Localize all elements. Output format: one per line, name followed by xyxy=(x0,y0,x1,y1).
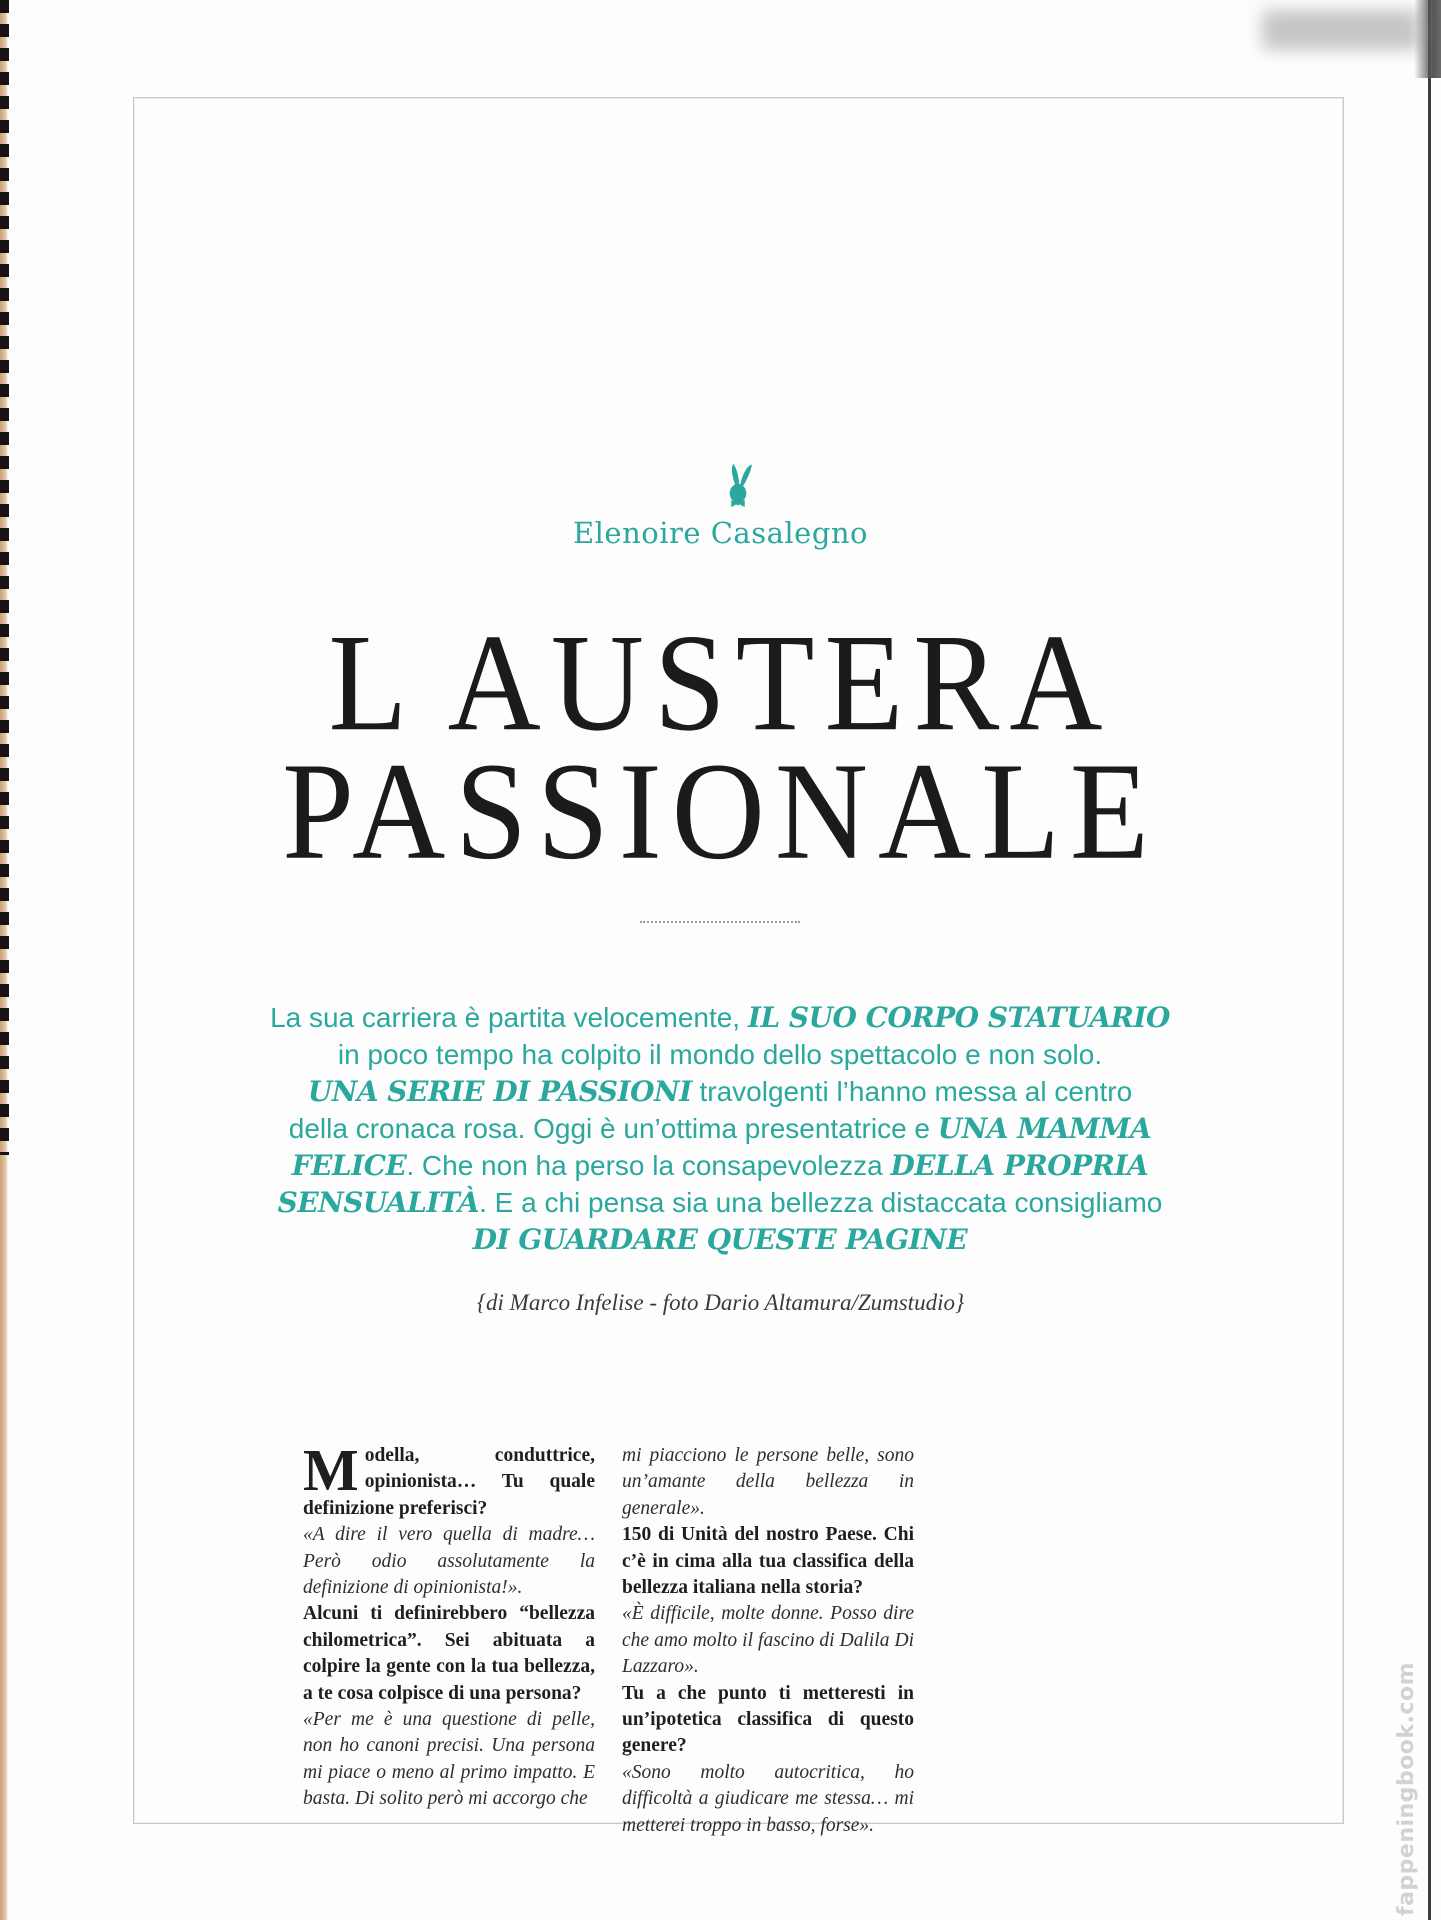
question-paragraph: Tu a che punto ti metteresti in un’ipotetica classifica di questo genere? xyxy=(622,1682,914,1757)
answer-paragraph: «Sono molto autocritica, ho difficoltà a giudicare me stessa… mi metterei troppo in basso, forse». xyxy=(622,1761,914,1836)
drop-cap: M xyxy=(303,1437,359,1503)
intro-line: SENSUALITÀ. E a chi pensa sia una bellezza distaccata consigliamo xyxy=(277,1186,1163,1219)
intro-summary xyxy=(270,999,1170,1258)
question-paragraph: 150 di Unità del nostro Paese. Chi c’è in cima alla tua classifica della bellezza italiana nella storia? xyxy=(622,1524,914,1599)
question-paragraph: Alcuni ti definirebbero “bellezza chilometrica”. Sei abituata a colpire la gente con la tua bellezza, a te cosa colpisce di una persona? xyxy=(303,1603,595,1704)
intro-line: FELICE. Che non ha perso la consapevolezza DELLA PROPRIA xyxy=(291,1149,1149,1182)
answer-paragraph: «Per me è una questione di pelle, non ho canoni precisi. Una persona mi piace o meno al primo impatto. E basta. Di solito però mi accorgo che xyxy=(303,1709,595,1810)
scan-left-sprocket-marks xyxy=(0,0,9,1155)
answer-paragraph: «A dire il vero quella di madre… Però odio assolutamente la definizione di opinionista!». xyxy=(303,1524,595,1599)
article-column-left xyxy=(303,1437,595,1813)
question-paragraph: Modella, conduttrice, opinionista… Tu quale definizione preferisci? xyxy=(303,1437,595,1519)
subject-name-kicker: Elenoire Casalegno xyxy=(572,516,869,550)
intro-line: in poco tempo ha colpito il mondo dello spettacolo e non solo. xyxy=(337,1039,1103,1070)
article-column-right xyxy=(622,1443,914,1839)
scan-right-edge-line xyxy=(1428,0,1431,1920)
blurred-watermark-blob xyxy=(1262,10,1420,50)
intro-line: UNA SERIE DI PASSIONI travolgenti l’hanno messa al centro xyxy=(307,1075,1133,1108)
page-title xyxy=(0,605,1441,888)
answer-paragraph: «È difficile, molte donne. Posso dire che amo molto il fascino di Dalila Di Lazzaro». xyxy=(622,1603,914,1678)
playboy-bunny-icon xyxy=(720,462,756,512)
intro-line: DI GUARDARE QUESTE PAGINE xyxy=(472,1223,968,1256)
dotted-divider xyxy=(640,921,800,923)
page-title-line1: L AUSTERA xyxy=(328,605,1113,760)
answer-paragraph: mi piacciono le persone belle, sono un’amante della bellezza in generale». xyxy=(622,1445,914,1519)
page-title-line2: PASSIONALE xyxy=(282,733,1159,888)
intro-line: della cronaca rosa. Oggi è un’ottima presentatrice e UNA MAMMA xyxy=(288,1112,1152,1145)
intro-line: La sua carriera è partita velocemente, IL SUO CORPO STATUARIO xyxy=(270,1001,1170,1034)
site-watermark: fappeningbook.com xyxy=(1394,1662,1419,1916)
byline: {di Marco Infelise - foto Dario Altamura/Zumstudio} xyxy=(476,1290,965,1315)
